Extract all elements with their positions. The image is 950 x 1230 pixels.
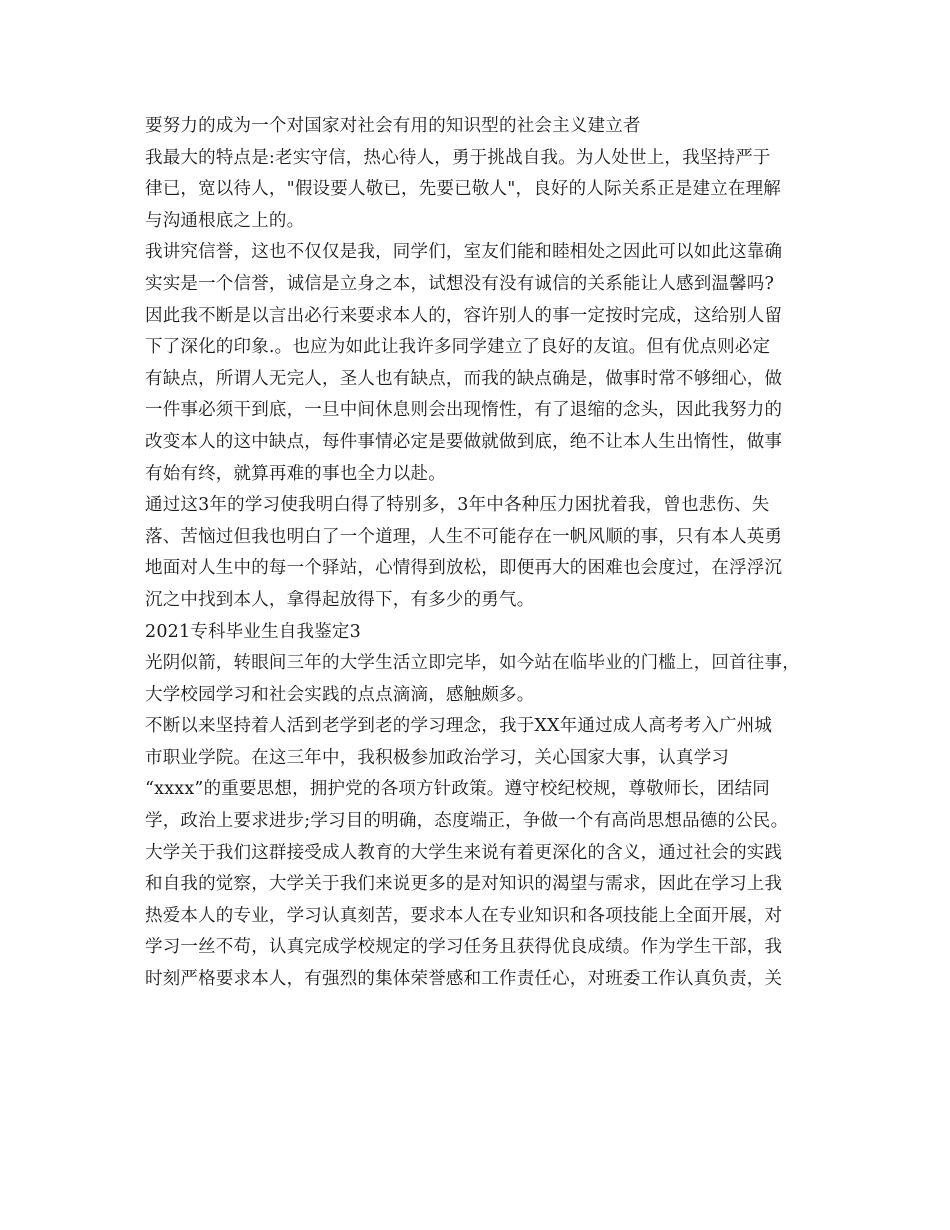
text-line: 改变本人的这中缺点，每件事情必定是要做就做到底，绝不让本人生出惰性，做事 xyxy=(145,431,783,452)
text-line: 落、苦恼过但我也明白了一个道理，人生不可能存在一帆风顺的事，只有本人英勇 xyxy=(145,526,783,547)
text-line: 律已，宽以待人，"假设要人敬已，先要已敬人"，良好的人际关系正是建立在理解 xyxy=(145,179,781,200)
text-line: 要努力的成为一个对国家对社会有用的知识型的社会主义建立者 xyxy=(145,116,641,136)
text-line: 与沟通根底之上的。 xyxy=(145,210,305,231)
text-line: 有始有终，就算再难的事也全力以赴。 xyxy=(145,463,446,484)
text-line: 通过这3年的学习使我明白得了特别多，3年中各种压力困扰着我，曾也悲伤、失 xyxy=(145,495,770,516)
section-heading: 2021专科毕业生自我鉴定3 xyxy=(145,621,361,642)
text-line: 热爱本人的专业，学习认真刻苦，要求本人在专业知识和各项技能上全面开展，对 xyxy=(145,905,783,926)
text-line: 沉之中找到本人，拿得起放得下，有多少的勇气。 xyxy=(145,589,535,610)
text-line: “xxxx”的重要思想，拥护党的各项方针政策。遵守校纪校规，尊敬师长，团结同 xyxy=(145,779,770,800)
text-line: 一件事必须干到底，一旦中间休息则会出现惰性，有了退缩的念头，因此我努力的 xyxy=(145,400,783,421)
text-line: 和自我的觉察，大学关于我们来说更多的是对知识的渴望与需求，因此在学习上我 xyxy=(145,874,783,895)
text-line: 下了深化的印象.。也应为如此让我许多同学建立了良好的友谊。但有优点则必定 xyxy=(145,337,771,358)
text-line: 有缺点，所谓人无完人，圣人也有缺点，而我的缺点确是，做事时常不够细心，做 xyxy=(145,368,783,389)
text-line: 不断以来坚持着人活到老学到老的学习理念，我于XX年通过成人高考考入广州城 xyxy=(145,716,773,737)
text-line: 因此我不断是以言出必行来要求本人的，容许别人的事一定按时完成，这给别人留 xyxy=(145,305,783,326)
text-line: 大学校园学习和社会实践的点点滴滴，感触颇多。 xyxy=(145,684,535,705)
text-line: 光阴似箭，转眼间三年的大学生活立即完毕，如今站在临毕业的门槛上，回首往事， xyxy=(145,653,800,674)
text-line: 地面对人生中的每一个驿站，心情得到放松，即便再大的困难也会度过，在浮浮沉 xyxy=(145,558,783,579)
text-line: 学，政治上要求进步;学习目的明确，态度端正，争做一个有高尚思想品德的公民。 xyxy=(145,811,789,832)
text-line: 大学关于我们这群接受成人教育的大学生来说有着更深化的含义，通过社会的实践 xyxy=(145,842,783,863)
text-line: 实实是一个信誉，诚信是立身之本，试想没有没有诚信的关系能让人感到温馨吗? xyxy=(145,273,775,294)
text-line: 学习一丝不苟，认真完成学校规定的学习任务且获得优良成绩。作为学生干部，我 xyxy=(145,937,783,958)
document-body xyxy=(145,111,805,996)
text-line: 我讲究信誉，这也不仅仅是我，同学们，室友们能和睦相处之因此可以如此这靠确 xyxy=(145,242,783,263)
text-line: 我最大的特点是:老实守信，热心待人，勇于挑战自我。为人处世上，我坚持严于 xyxy=(145,147,771,168)
text-line: 时刻严格要求本人，有强烈的集体荣誉感和工作责任心，对班委工作认真负责，关 xyxy=(145,969,783,990)
text-line: 市职业学院。在这三年中，我积极参加政治学习，关心国家大事，认真学习 xyxy=(145,747,730,768)
